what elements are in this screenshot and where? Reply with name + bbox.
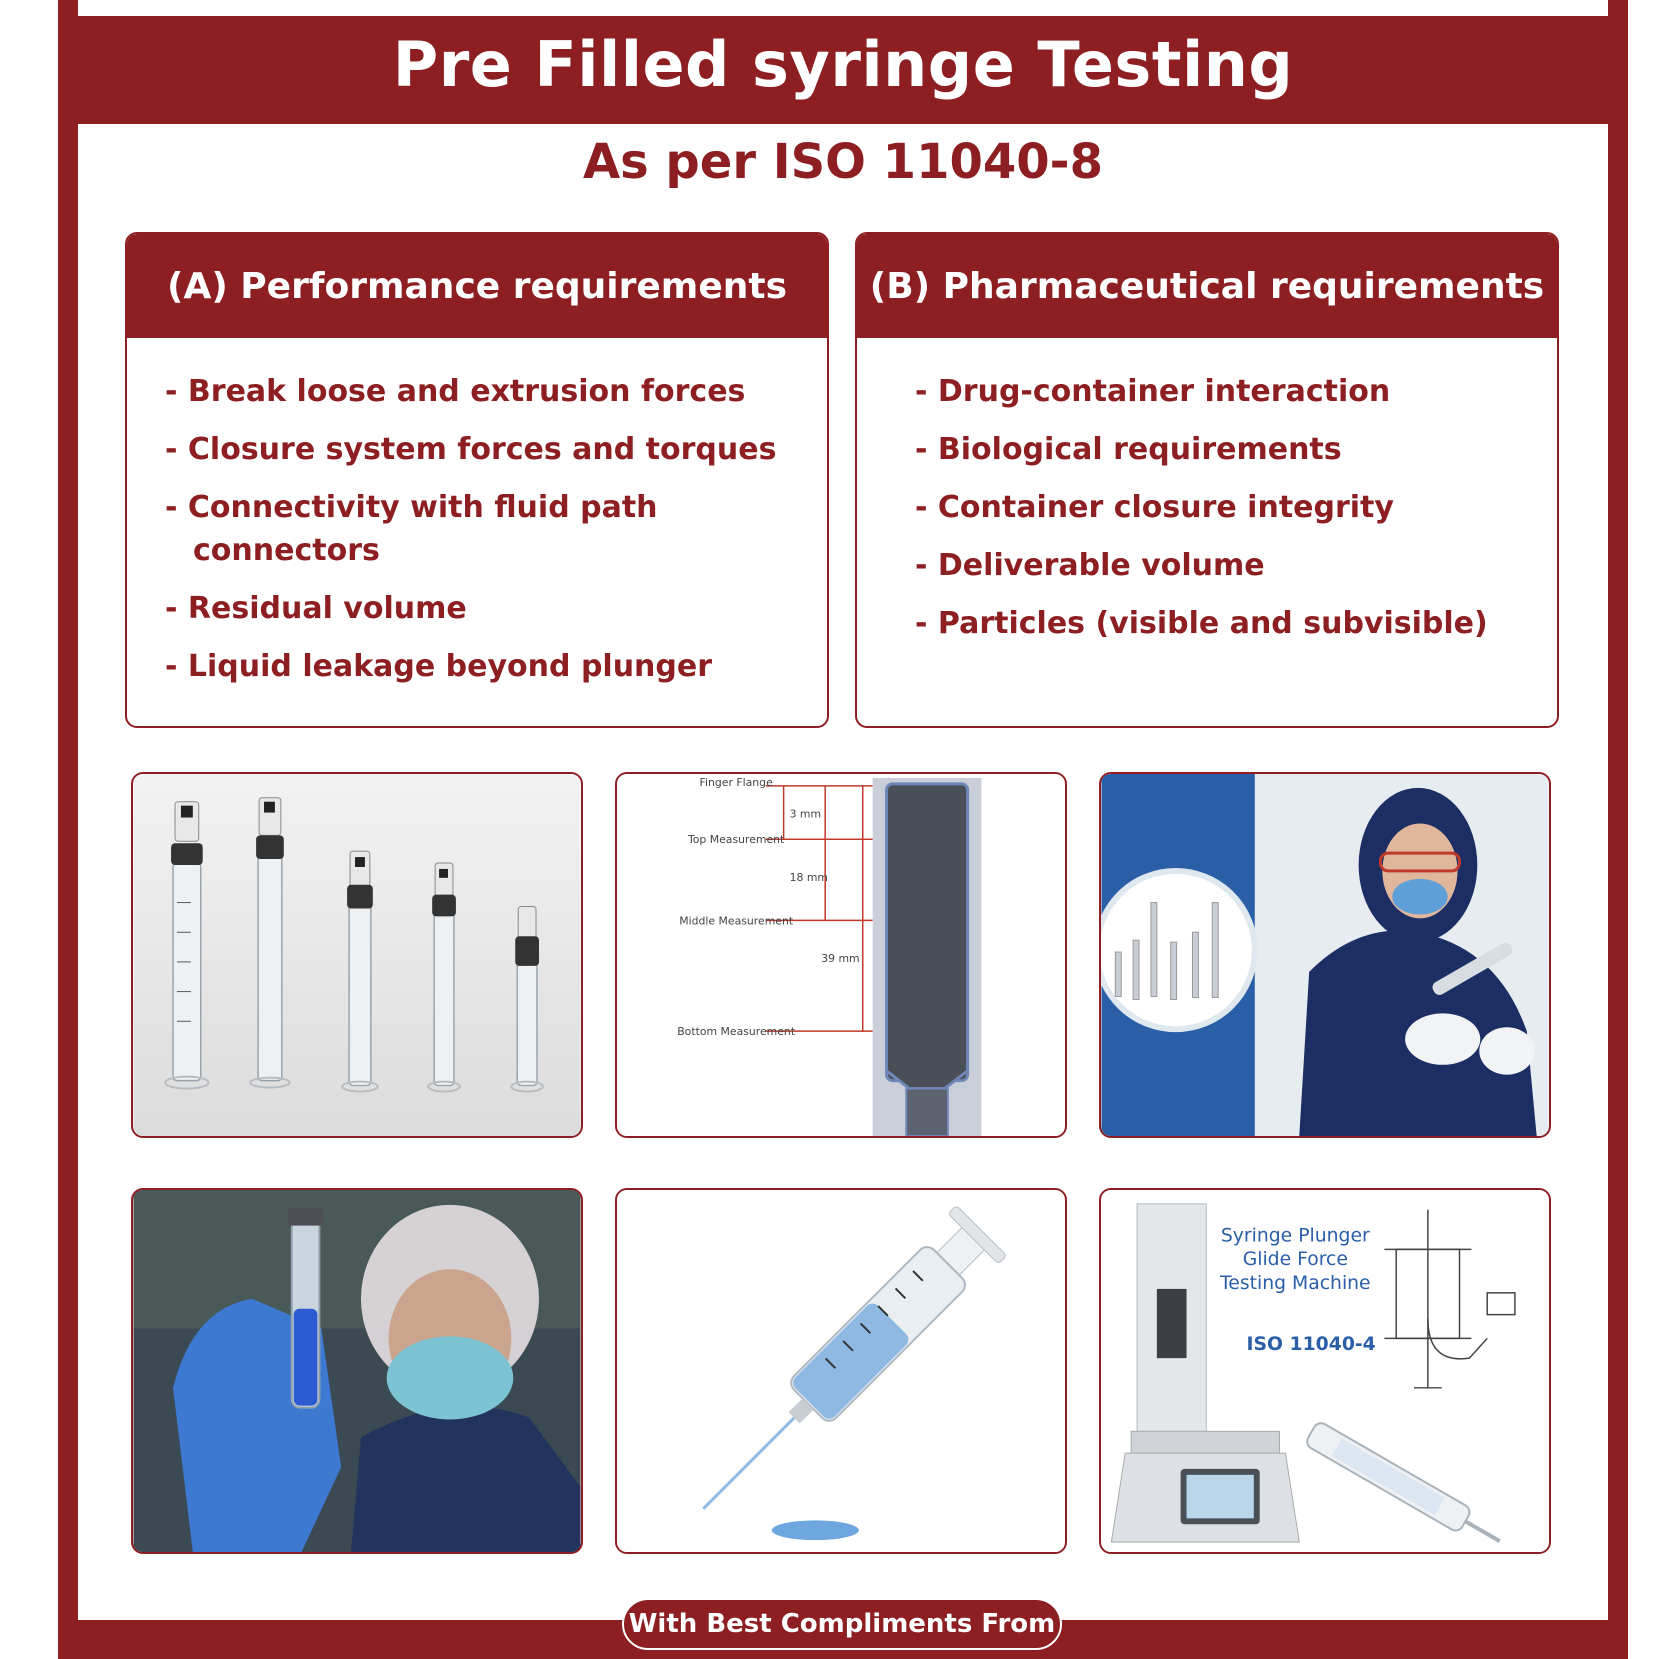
top-strip: [78, 0, 1608, 16]
technician-photo: [1099, 772, 1551, 1138]
distance-3mm: 3 mm: [789, 807, 822, 821]
distance-18mm: 18 mm: [789, 870, 829, 884]
distance-39mm: 39 mm: [821, 951, 860, 965]
syringe-illustration: [615, 1188, 1067, 1554]
machine-title-line1: Syringe Plunger: [1220, 1225, 1370, 1247]
page-title: Pre Filled syringe Testing: [392, 28, 1294, 101]
glide-force-machine-photo: [1099, 1188, 1551, 1554]
pharmaceutical-list: [857, 338, 1557, 645]
bottom-measurement-label: Bottom Measurement: [677, 1025, 796, 1039]
measurement-diagram: [615, 772, 1067, 1138]
list-item: - Deliverable volume: [915, 544, 1557, 587]
performance-heading: (A) Performance requirements: [127, 234, 827, 338]
machine-standard: ISO 11040-4: [1246, 1334, 1376, 1356]
page-subtitle: As per ISO 11040-8: [583, 134, 1103, 190]
machine-title-line3: Testing Machine: [1220, 1272, 1371, 1294]
list-item: - Closure system forces and torques: [165, 428, 827, 471]
syringes-photo: [131, 772, 583, 1138]
footer-badge: With Best Compliments From: [622, 1598, 1062, 1650]
finger-flange-label: Finger Flange: [699, 775, 773, 789]
performance-requirements-box: [125, 232, 829, 728]
syringes-illustration: [133, 774, 581, 1136]
top-measurement-label: Top Measurement: [687, 833, 785, 847]
pharmaceutical-requirements-box: [855, 232, 1559, 728]
list-item: - Residual volume: [165, 587, 827, 630]
machine-title-line2: Glide Force: [1242, 1249, 1348, 1271]
list-item: - Liquid leakage beyond plunger: [165, 645, 827, 688]
list-item: - Drug-container interaction: [915, 370, 1557, 413]
list-item: - Connectivity with fluid path connectors: [165, 486, 827, 572]
pharmaceutical-heading: (B) Pharmaceutical requirements: [857, 234, 1557, 338]
list-item: - Break loose and extrusion forces: [165, 370, 827, 413]
list-item: - Particles (visible and subvisible): [915, 602, 1557, 645]
middle-measurement-label: Middle Measurement: [679, 914, 794, 928]
vial-photo: [131, 1188, 583, 1554]
list-item: - Container closure integrity: [915, 486, 1557, 529]
list-item: - Biological requirements: [915, 428, 1557, 471]
performance-list: [127, 338, 827, 688]
